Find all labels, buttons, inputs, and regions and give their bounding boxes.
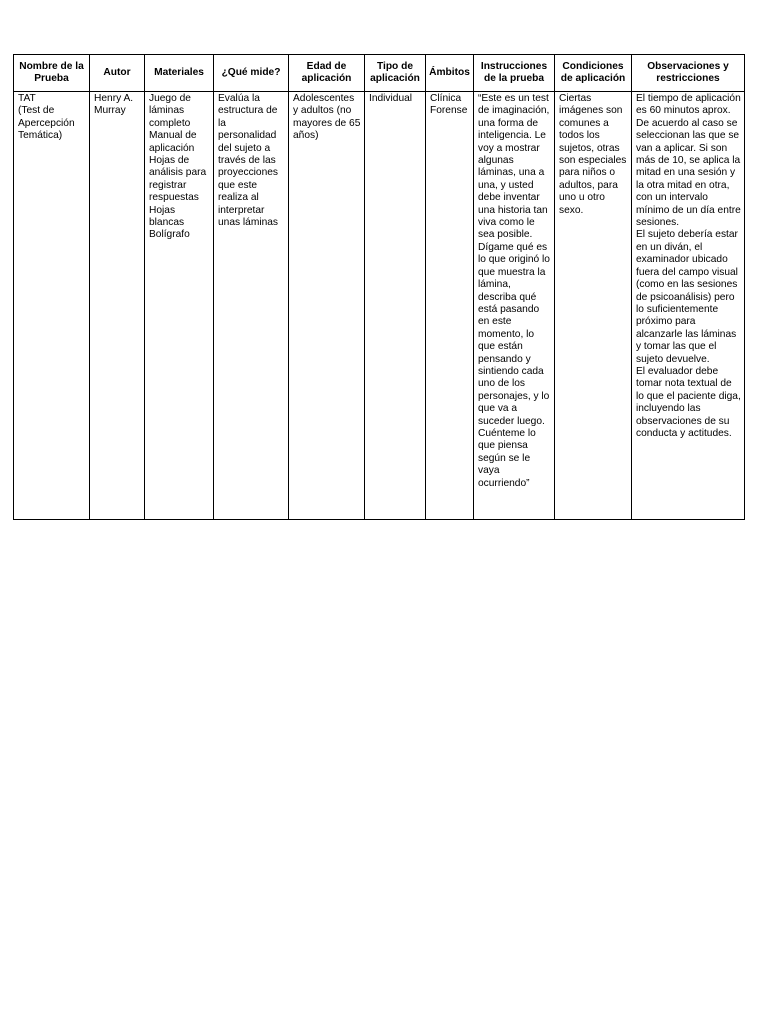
header-autor: Autor [90, 55, 145, 92]
test-table [13, 54, 745, 520]
cell-tipo: Individual [365, 92, 426, 520]
cell-instrucciones: “Este es un test de imaginación, una forma de inteligencia. Le voy a mostrar algunas láminas, una a una, y usted debe inventar una historia tan viva como le sea posible. Dígame qué es lo que originó lo que muestra la lámina, describa qué está pasando en este momento, lo que están pensando y sintiendo cada uno de los personajes, y lo que va a suceder luego. Cuénteme lo que piensa según se le vaya ocurriendo” [474, 92, 555, 520]
header-observaciones: Observaciones y restricciones [632, 55, 745, 92]
cell-materiales: Juego de láminas completo Manual de aplicación Hojas de análisis para registrar respuestas Hojas blancas Bolígrafo [145, 92, 214, 520]
header-materiales: Materiales [145, 55, 214, 92]
header-row [14, 55, 745, 92]
cell-autor: Henry A. Murray [90, 92, 145, 520]
table-row [14, 92, 745, 520]
cell-observaciones: El tiempo de aplicación es 60 minutos aprox. De acuerdo al caso se seleccionan las que se van a aplicar. Si son más de 10, se aplica la mitad en una sesión y la otra mitad en otra, con un intervalo mínimo de un día entre sesiones. El sujeto debería estar en un diván, el examinador ubicado fuera del campo visual (como en las sesiones de psicoanálisis) pero lo suficientemente próximo para alcanzarle las láminas y tomar las que el sujeto devuelve. El evaluador debe tomar nota textual de lo que el paciente diga, incluyendo las observaciones de su conducta y actitudes. [632, 92, 745, 520]
table-header [14, 55, 745, 92]
cell-condiciones: Ciertas imágenes son comunes a todos los sujetos, otras son especiales para niños o adultos, para uno u otro sexo. [555, 92, 632, 520]
header-ambitos: Ámbitos [426, 55, 474, 92]
header-tipo: Tipo de aplicación [365, 55, 426, 92]
header-edad: Edad de aplicación [289, 55, 365, 92]
header-que-mide: ¿Qué mide? [214, 55, 289, 92]
cell-edad: Adolescentes y adultos (no mayores de 65 años) [289, 92, 365, 520]
header-nombre: Nombre de la Prueba [14, 55, 90, 92]
header-condiciones: Condiciones de aplicación [555, 55, 632, 92]
cell-ambitos: Clínica Forense [426, 92, 474, 520]
cell-nombre: TAT (Test de Apercepción Temática) [14, 92, 90, 520]
table-body [14, 92, 745, 520]
cell-que-mide: Evalúa la estructura de la personalidad del sujeto a través de las proyecciones que este realiza al interpretar unas láminas [214, 92, 289, 520]
header-instrucciones: Instrucciones de la prueba [474, 55, 555, 92]
